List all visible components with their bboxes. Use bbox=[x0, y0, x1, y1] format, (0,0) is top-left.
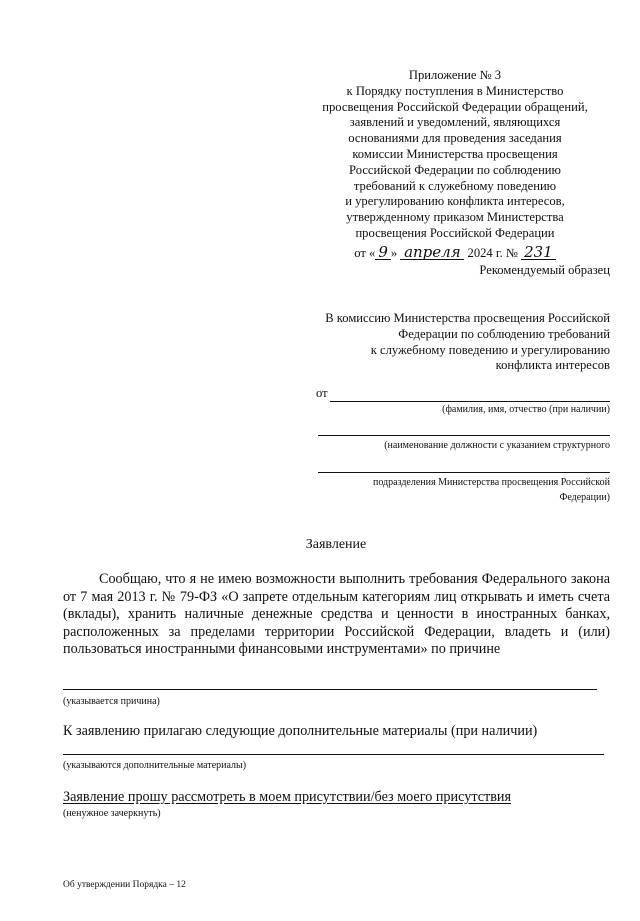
addressee-line: конфликта интересов bbox=[495, 358, 610, 373]
date-mid: » bbox=[390, 245, 398, 260]
appendix-line: и урегулированию конфликта интересов, bbox=[345, 194, 565, 209]
appendix-line: утвержденному приказом Министерства bbox=[346, 210, 564, 225]
name-hint: (фамилия, имя, отчество (при наличии) bbox=[442, 404, 610, 415]
position-hint: (наименование должности с указанием структурного bbox=[384, 440, 610, 451]
appendix-line: Приложение № 3 bbox=[408, 68, 502, 82]
handwritten-month: апреля bbox=[400, 245, 464, 260]
document-title: Заявление bbox=[305, 537, 367, 552]
appendix-line: заявлений и уведомлений, являющихся bbox=[349, 115, 561, 130]
appendix-line: к Порядку поступления в Министерство bbox=[346, 83, 564, 98]
date-year: 2024 г. № bbox=[467, 245, 518, 260]
attachments-field-line[interactable] bbox=[63, 754, 604, 755]
from-field[interactable] bbox=[316, 386, 610, 402]
appendix-line: основаниями для проведения заседания bbox=[348, 131, 562, 146]
addressee-line: В комиссию Министерства просвещения Российской bbox=[325, 311, 610, 325]
addressee-line: Федерации по соблюдению требований bbox=[398, 326, 610, 341]
department-hint-cont: Федерации) bbox=[559, 492, 610, 503]
presence-hint: (ненужное зачеркнуть) bbox=[63, 808, 161, 819]
addressee-block bbox=[300, 311, 610, 374]
presence-text: Заявление прошу рассмотреть в моем присутствии/без моего присутствия bbox=[63, 789, 512, 805]
order-date-line bbox=[300, 242, 610, 262]
department-hint: подразделения Министерства просвещения Российской bbox=[372, 477, 610, 488]
appendix-header bbox=[300, 68, 610, 262]
attachments-text: К заявлению прилагаю следующие дополнительные материалы (при наличии) bbox=[63, 723, 538, 739]
handwritten-day: 9 bbox=[375, 245, 391, 260]
handwritten-number: 231 bbox=[521, 245, 556, 260]
appendix-line: требований к служебному поведению bbox=[353, 178, 557, 193]
addressee-line: к служебному поведению и урегулированию bbox=[370, 342, 610, 357]
statement-body bbox=[63, 571, 610, 659]
from-underline bbox=[330, 401, 610, 402]
appendix-line: Российской Федерации по соблюдению bbox=[349, 162, 561, 177]
reason-field-line[interactable] bbox=[63, 689, 597, 690]
reason-hint: (указывается причина) bbox=[63, 696, 160, 707]
date-prefix: от « bbox=[354, 245, 376, 260]
appendix-line: просвещения Российской Федерации bbox=[355, 225, 555, 240]
statement-text: Сообщаю, что я не имею возможности выполнить требования Федерального закона от 7 мая 2013 г. № 79-ФЗ «О запрете отдельным категориям лиц открывать и иметь счета (вклады), хранить наличные денежные средства и ценности в иностранных банках, расположенных за пределами территории Российской Федерации, владеть и (или) пользоваться иностранными финансовыми инструментами» по причине bbox=[63, 571, 610, 658]
department-field-line[interactable] bbox=[318, 472, 610, 473]
appendix-line: просвещения Российской Федерации обращений, bbox=[322, 99, 588, 114]
attachments-hint: (указываются дополнительные материалы) bbox=[63, 760, 247, 771]
appendix-line: комиссии Министерства просвещения bbox=[352, 146, 558, 161]
position-field-line[interactable] bbox=[318, 435, 610, 436]
page-footer: Об утверждении Порядка – 12 bbox=[63, 880, 186, 890]
sample-label: Рекомендуемый образец bbox=[479, 263, 610, 277]
from-label: от bbox=[316, 386, 328, 400]
